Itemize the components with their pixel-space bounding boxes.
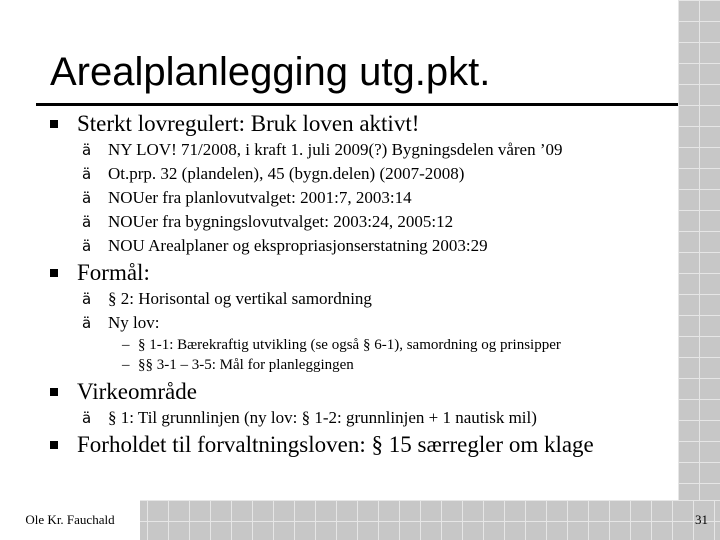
bullet-4-text: Forholdet til forvaltningsloven: § 15 særregler om klage xyxy=(77,432,594,457)
bullet-1-sub-4: NOUer fra bygningslovutvalget: 2003:24, 2005:12 xyxy=(108,212,454,231)
dash-bullet-icon: – xyxy=(122,357,130,373)
title-divider xyxy=(36,103,678,106)
slide-title: Arealplanlegging utg.pkt. xyxy=(50,50,491,94)
bullet-3-text: Virkeområde xyxy=(77,379,197,404)
bullet-3-sub-1: § 1: Til grunnlinjen (ny lov: § 1-2: grunnlinjen + 1 nautisk mil) xyxy=(108,408,537,427)
bullet-1-sub-2: Ot.prp. 32 (plandelen), 45 (bygn.delen) (2007-2008) xyxy=(108,164,465,183)
arrow-bullet-icon: ä xyxy=(82,290,92,308)
bullet-1-sub-1: NY LOV! 71/2008, i kraft 1. juli 2009(?) Bygningsdelen våren ’09 xyxy=(108,140,563,159)
dash-bullet-icon: – xyxy=(122,337,130,353)
arrow-bullet-icon: ä xyxy=(82,141,92,159)
bullet-2-text: Formål: xyxy=(77,260,150,285)
footer-author: Ole Kr. Fauchald xyxy=(0,500,140,540)
arrow-bullet-icon: ä xyxy=(82,237,92,255)
arrow-bullet-icon: ä xyxy=(82,409,92,427)
square-bullet-icon xyxy=(50,441,58,449)
bullet-2-subsub-2: §§ 3-1 – 3-5: Mål for planleggingen xyxy=(138,357,354,373)
bullet-1-sub-5: NOU Arealplaner og ekspropriasjonserstatning 2003:29 xyxy=(108,236,488,255)
bullet-1-sub-3: NOUer fra planlovutvalget: 2001:7, 2003:14 xyxy=(108,188,412,207)
bullet-2-sub-2: Ny lov: xyxy=(108,313,160,332)
bullet-2-subsub-1: § 1-1: Bærekraftig utvikling (se også § 6-1), samordning og prinsipper xyxy=(138,337,561,353)
arrow-bullet-icon: ä xyxy=(82,213,92,231)
arrow-bullet-icon: ä xyxy=(82,165,92,183)
square-bullet-icon xyxy=(50,269,58,277)
bullet-1-text: Sterkt lovregulert: Bruk loven aktivt! xyxy=(77,111,420,136)
arrow-bullet-icon: ä xyxy=(82,189,92,207)
bullet-2-sub-1: § 2: Horisontal og vertikal samordning xyxy=(108,289,372,308)
arrow-bullet-icon: ä xyxy=(82,314,92,332)
square-bullet-icon xyxy=(50,388,58,396)
right-decoration-strip xyxy=(678,0,720,500)
square-bullet-icon xyxy=(50,120,58,128)
page-number: 31 xyxy=(695,512,708,527)
